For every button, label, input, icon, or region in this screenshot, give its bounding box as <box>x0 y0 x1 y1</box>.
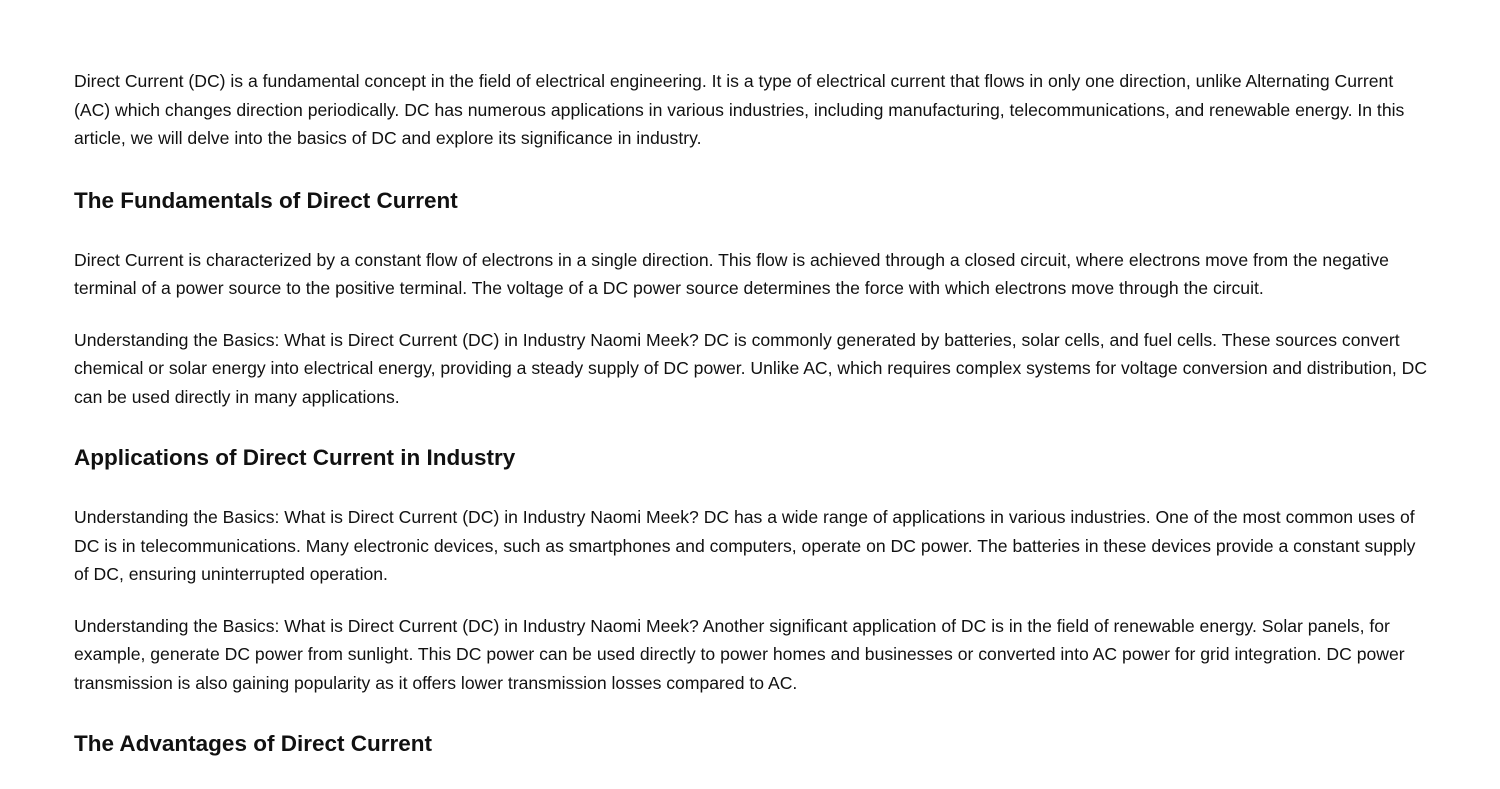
fundamentals-paragraph-1: Direct Current is characterized by a constant flow of electrons in a single direction. This flow is achieved through a closed circuit, where electrons move from the negative terminal of a power source to the positive terminal. The voltage of a DC power source determines the force with which electrons move through the circuit. <box>74 249 1389 298</box>
article-body <box>74 67 1430 789</box>
intro-paragraph: Direct Current (DC) is a fundamental concept in the field of electrical engineering. It is a type of electrical current that flows in only one direction, unlike Alternating Current (AC) which changes direction periodically. DC has numerous applications in various industries, including manufacturing, telecommunications, and renewable energy. In this article, we will delve into the basics of DC and explore its significance in industry. <box>74 71 1405 148</box>
fundamentals-paragraph-2: Understanding the Basics: What is Direct Current (DC) in Industry Naomi Meek? DC is commonly generated by batteries, solar cells, and fuel cells. These sources convert chemical or solar energy into electrical energy, providing a steady supply of DC power. Unlike AC, which requires complex systems for voltage conversion and distribution, DC can be used directly in many applications. <box>74 329 1428 407</box>
section-heading-advantages: The Advantages of Direct Current <box>74 731 432 756</box>
section-heading-applications: Applications of Direct Current in Industry <box>74 445 516 470</box>
applications-paragraph-1: Understanding the Basics: What is Direct Current (DC) in Industry Naomi Meek? DC has a wide range of applications in various industries. One of the most common uses of DC is in telecommunications. Many electronic devices, such as smartphones and computers, operate on DC power. The batteries in these devices provide a constant supply of DC, ensuring uninterrupted operation. <box>74 507 1416 584</box>
applications-paragraph-2: Understanding the Basics: What is Direct Current (DC) in Industry Naomi Meek? Another significant application of DC is in the field of renewable energy. Solar panels, for example, generate DC power from sunlight. This DC power can be used directly to power homes and businesses or converted into AC power for grid integration. DC power transmission is also gaining popularity as it offers lower transmission losses compared to AC. <box>74 615 1405 693</box>
section-heading-fundamentals: The Fundamentals of Direct Current <box>74 187 458 213</box>
